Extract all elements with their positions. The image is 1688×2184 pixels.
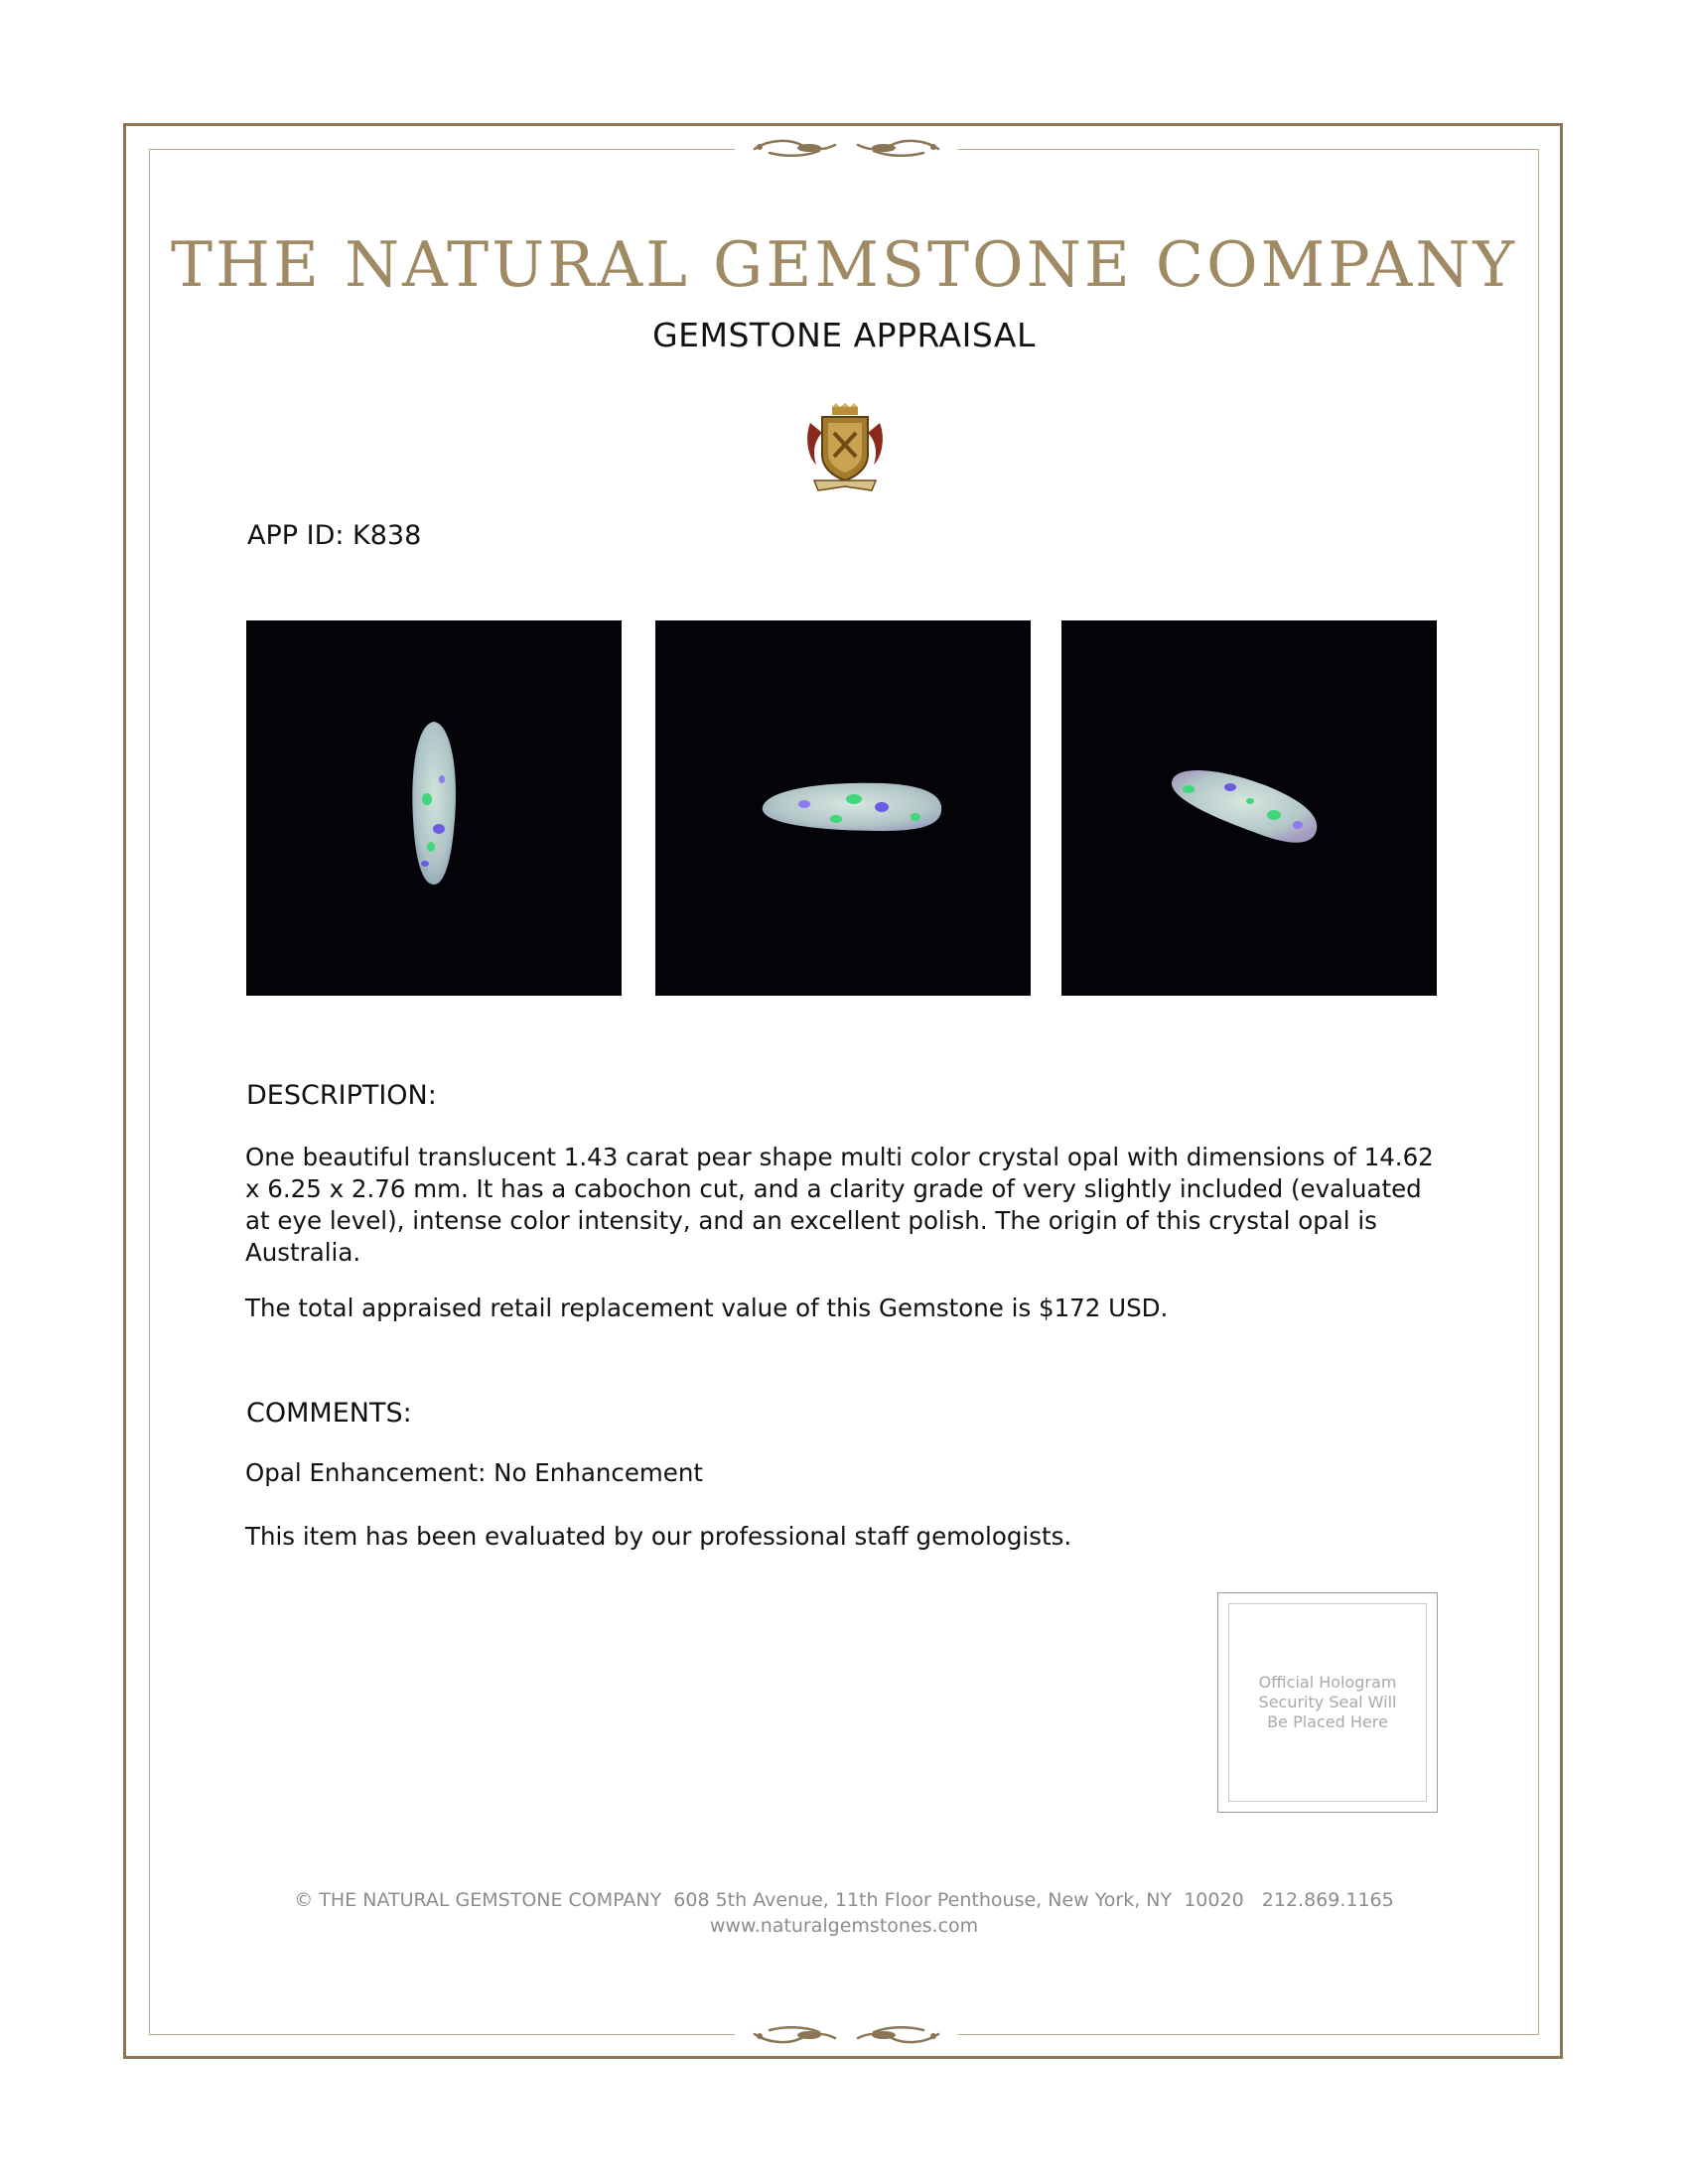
description-body: One beautiful translucent 1.43 carat pear shape multi color crystal opal with dimensions of 14.62 x 6.25 x 2.76 mm. It has a cabochon cut, and a clarity grade of very slightly included (evaluated at eye level), intense color intensity, and an excellent polish. The origin of this crystal opal is Australia. xyxy=(245,1143,1434,1267)
comments-heading: COMMENTS: xyxy=(246,1398,412,1429)
top-flourish-ornament xyxy=(750,133,943,163)
evaluation-comment: This item has been evaluated by our professional staff gemologists. xyxy=(245,1522,1072,1551)
opal-photo-front xyxy=(246,620,622,996)
footer-website: www.naturalgemstones.com xyxy=(709,1915,979,1937)
opal-front-image xyxy=(246,620,622,996)
hologram-seal-placeholder xyxy=(1217,1592,1438,1813)
seal-placeholder-text: Official Hologram Security Seal Will Be Placed Here xyxy=(1258,1673,1397,1731)
enhancement-comment: Opal Enhancement: No Enhancement xyxy=(245,1458,703,1487)
description-heading: DESCRIPTION: xyxy=(246,1080,437,1111)
footer-address: © THE NATURAL GEMSTONE COMPANY 608 5th Avenue, 11th Floor Penthouse, New York, NY 10020 212.869.1165 xyxy=(294,1889,1394,1911)
opal-side-image xyxy=(655,620,1031,996)
opal-photo-side xyxy=(655,620,1031,996)
bottom-flourish-ornament xyxy=(750,2020,943,2050)
seal-inner-border xyxy=(1228,1603,1427,1802)
document-title: GEMSTONE APPRAISAL xyxy=(652,316,1036,354)
app-id: APP ID: K838 xyxy=(247,520,422,551)
opal-angled-image xyxy=(1061,620,1437,996)
appraised-value-statement: The total appraised retail replacement value of this Gemstone is $172 USD. xyxy=(245,1294,1169,1322)
opal-photo-angled xyxy=(1061,620,1437,996)
heraldic-crest-icon xyxy=(802,403,888,494)
company-name: THE NATURAL GEMSTONE COMPANY xyxy=(170,228,1518,301)
